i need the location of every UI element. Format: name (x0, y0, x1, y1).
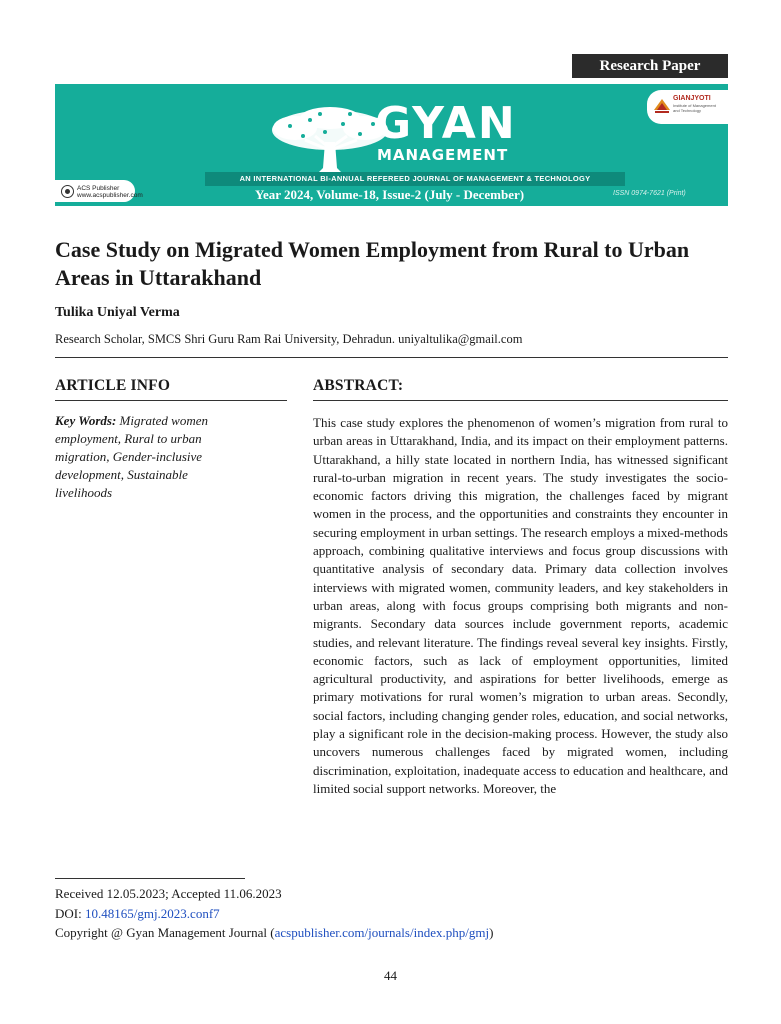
journal-banner (55, 84, 728, 206)
publisher-text (77, 185, 143, 199)
copyright-line: Copyright @ Gyan Management Journal (acspublisher.com/journals/index.php/gmj) (55, 925, 494, 940)
journal-subtitle: MANAGEMENT (377, 146, 509, 164)
abstract-underline (313, 400, 728, 401)
journal-title: GYAN (375, 98, 517, 149)
article-type-tag: Research Paper (572, 54, 728, 78)
abstract-text: This case study explores the phenomenon of women’s migration from rural to urban areas in Uttarakhand, India, and its impact on their employment patterns. Uttarakhand, a hilly state located in northern India, has witnessed significant rural-to-urban migration in recent years. The study investigates the socio-economic factors driving this migration, the challenges faced by migrant women in the process, and the opportunities and constraints they encounter in securing employment in urban settings. The research employs a mixed-methods approach, combining qualitative interviews and focus group discussions with quantitative analysis of secondary data. Primary data collection involves interviews with migrated women, community leaders, and key stakeholders in urban areas, along with focus groups comprising both migrants and non-migrants. Secondary data sources include government reports, academic studies, and relevant literature. The findings reveal several key insights. Firstly, economic factors, such as lack of employment opportunities, limited agricultural productivity, and aspirations for better livelihoods, emerge as primary motivations for rural women’s migration to urban areas. Secondly, social factors, including changing gender roles, education, and social networks, play a significant role in the decision-making process. However, the study also uncovers numerous challenges faced by migrated women, including discrimination, exploitation, inadequate access to education and healthcare, and limited social support networks. Moreover, the (313, 415, 728, 796)
publisher-name: ACS Publisher (77, 185, 120, 192)
article-info-underline (55, 400, 287, 401)
paper-title: Case Study on Migrated Women Employment from Rural to Urban Areas in Uttarakhand (55, 237, 690, 290)
received-dates: Received 12.05.2023; Accepted 11.06.2023 (55, 886, 282, 901)
abstract-heading: ABSTRACT: (313, 377, 404, 394)
journal-issue: Year 2024, Volume-18, Issue-2 (July - December) (255, 187, 525, 202)
journal-link[interactable]: acspublisher.com/journals/index.php/gmj (274, 925, 490, 940)
footnote-divider (55, 878, 245, 879)
publisher-url: www.acspublisher.com (77, 192, 143, 199)
journal-strip: AN INTERNATIONAL BI-ANNUAL REFEREED JOURNAL OF MANAGEMENT & TECHNOLOGY (205, 172, 625, 186)
doi-link[interactable]: 10.48165/gmj.2023.conf7 (84, 906, 220, 921)
keywords-text: Migrated women employment, Rural to urban migration, Gender-inclusive development, Sustainable livelihoods (55, 413, 208, 500)
header-divider (55, 357, 728, 358)
copyright-text: Copyright @ Gyan Management Journal (55, 925, 267, 940)
page-number: 44 (384, 968, 397, 983)
gianjyoti-subtitle: Institute of Management and Technology (673, 103, 716, 113)
gianjyoti-name: GIANJYOTI (673, 95, 711, 102)
keywords (55, 412, 230, 502)
author-affiliation: Research Scholar, SMCS Shri Guru Ram Rai University, Dehradun. uniyaltulika@gmail.com (55, 332, 523, 346)
author-name: Tulika Uniyal Verma (55, 305, 180, 320)
keywords-label: Key Words: (55, 413, 117, 428)
doi-label: DOI: (55, 906, 82, 921)
acs-publisher-logo-icon (61, 185, 74, 198)
journal-issn: ISSN 0974-7621 (Print) (613, 190, 686, 197)
gianjyoti-badge (647, 90, 728, 124)
article-info-heading: ARTICLE INFO (55, 377, 171, 394)
acs-publisher-badge (55, 180, 143, 202)
gianjyoti-logo-icon (652, 96, 672, 116)
doi-line (55, 906, 220, 922)
